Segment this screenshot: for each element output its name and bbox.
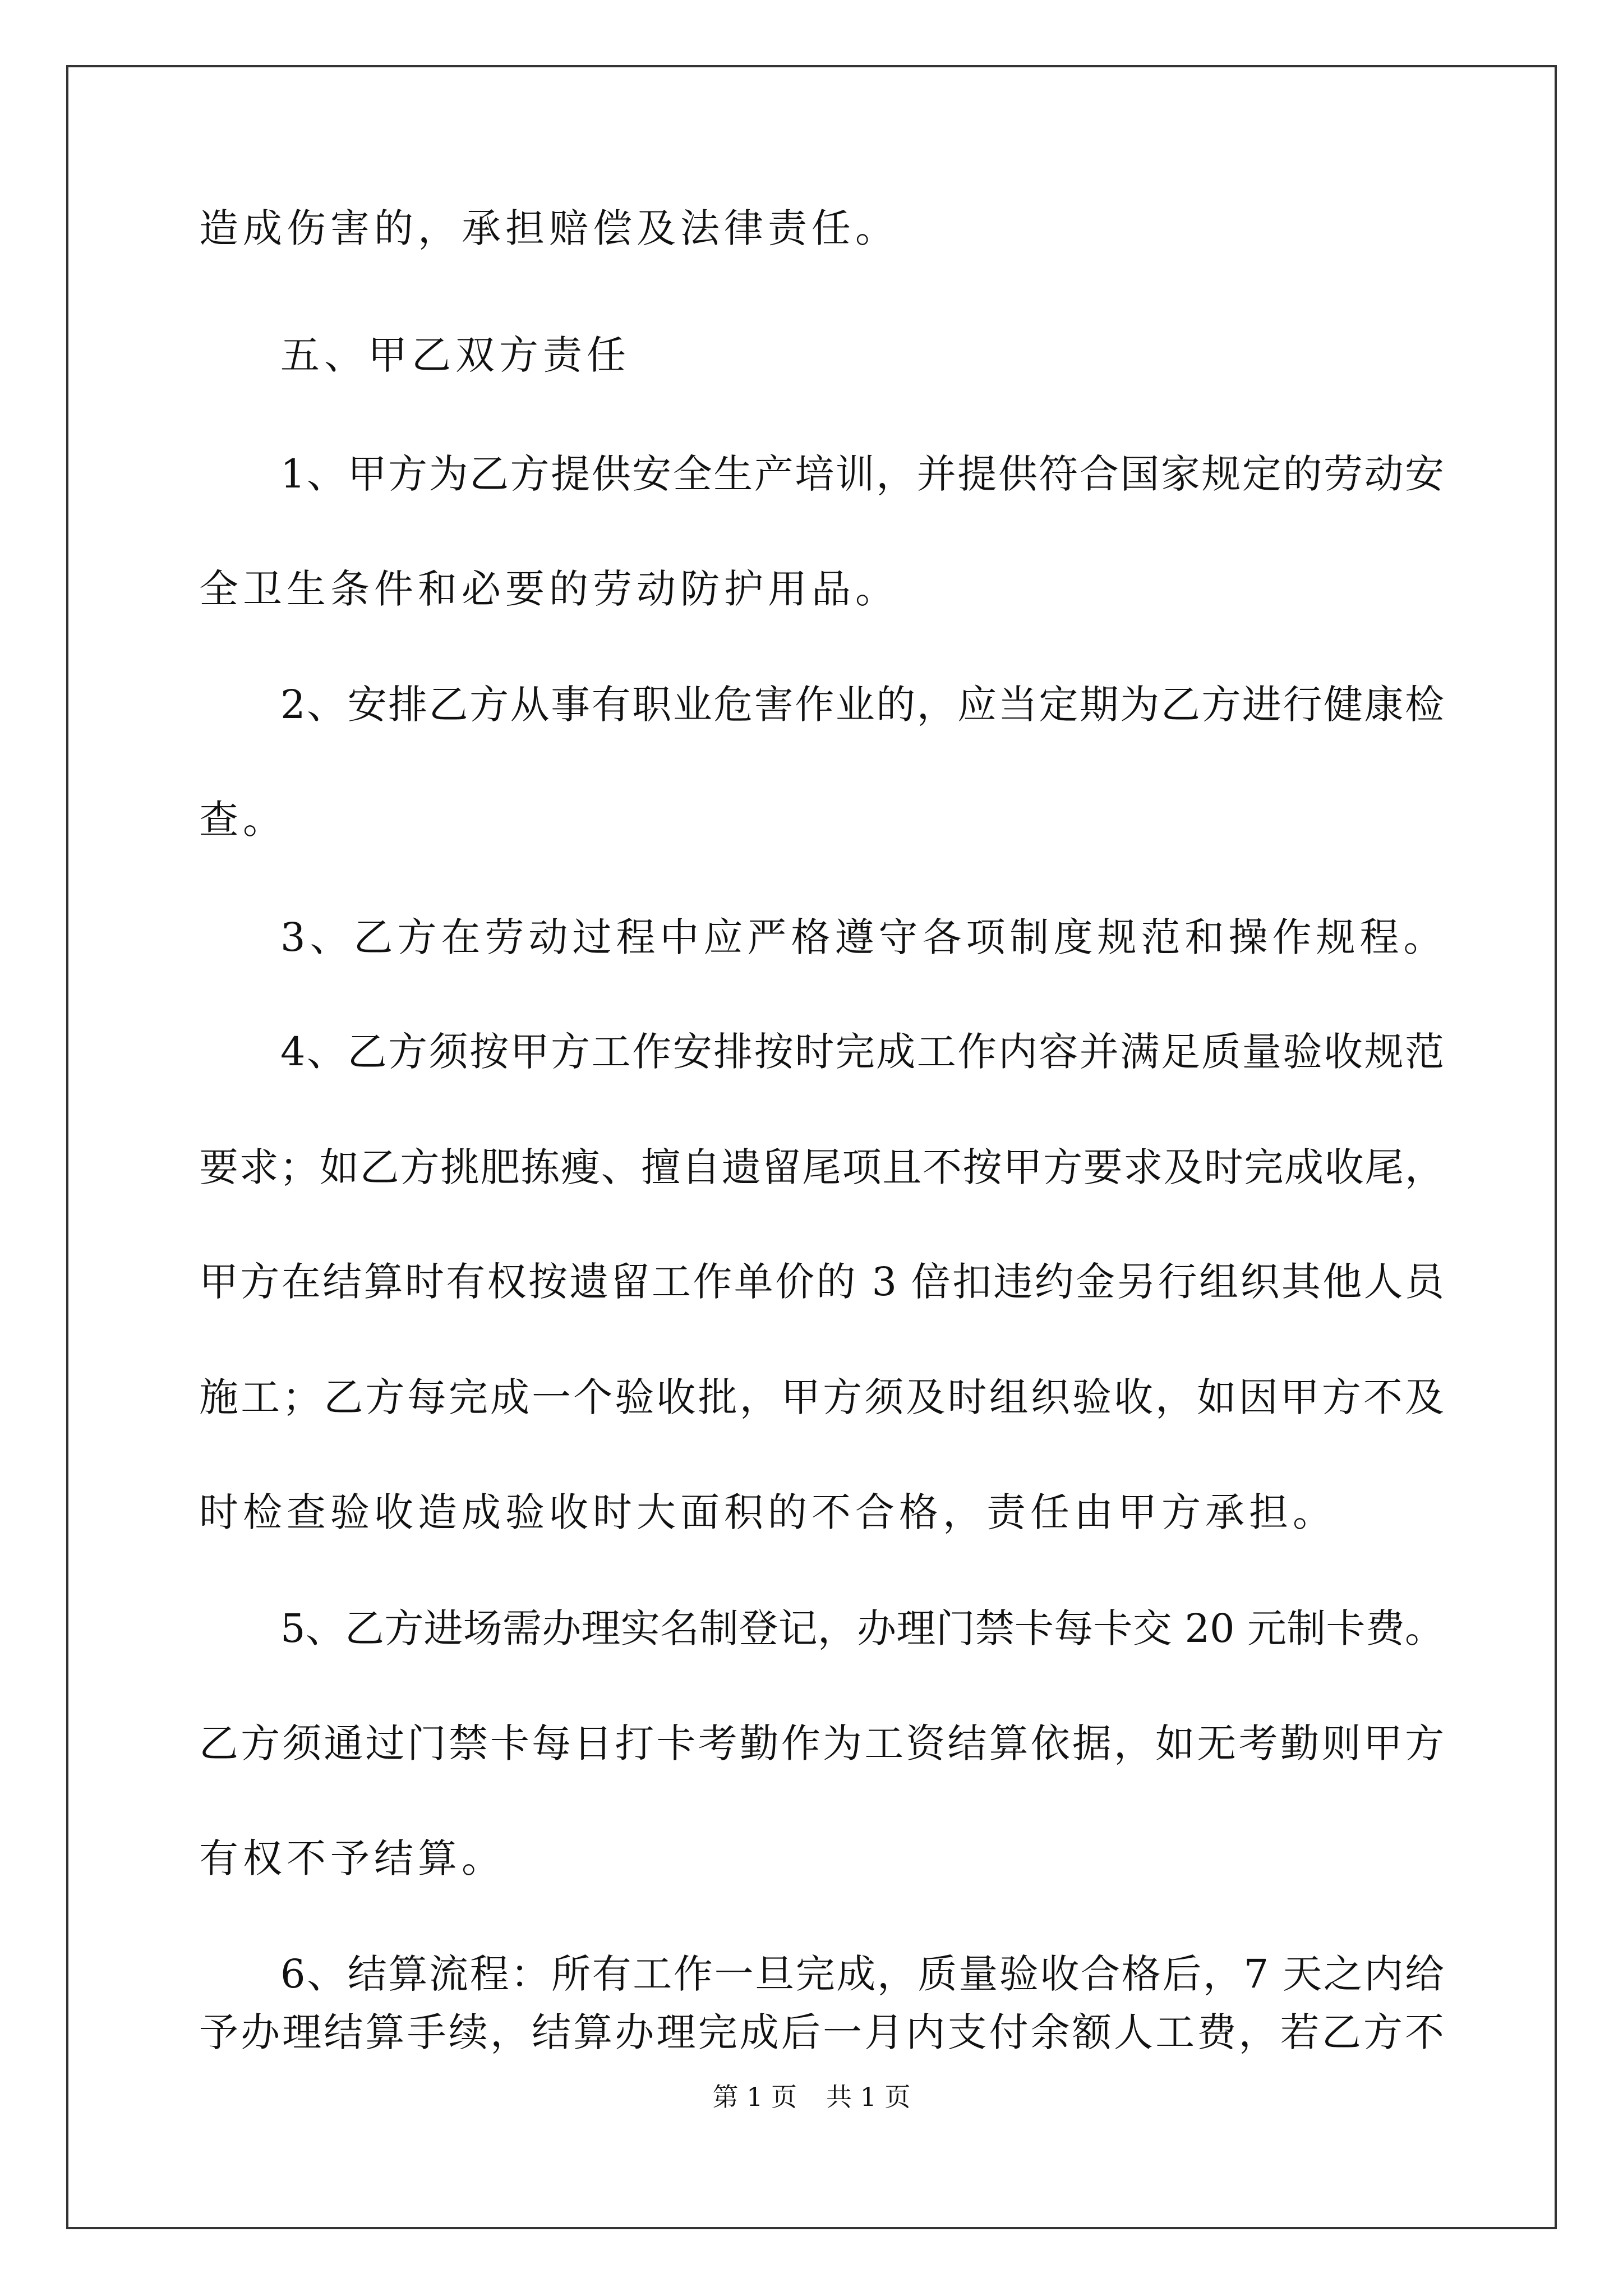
text-line: 有权不予结算。 xyxy=(199,1835,505,1881)
text-line: 施工；乙方每完成一个验收批，甲方须及时组织验收，如因甲方不及 xyxy=(199,1374,1444,1420)
section-heading: 五、甲乙双方责任 xyxy=(280,332,630,378)
text-line: 5、乙方进场需办理实名制登记，办理门禁卡每卡交 20 元制卡费。 xyxy=(280,1605,1444,1651)
text-line: 要求；如乙方挑肥拣瘦、擅自遗留尾项且不按甲方要求及时完成收尾， xyxy=(199,1144,1444,1190)
text-line: 查。 xyxy=(199,797,287,843)
text-line: 予办理结算手续，结算办理完成后一月内支付余额人工费，若乙方不 xyxy=(199,2009,1444,2055)
text-line: 6、结算流程：所有工作一旦完成，质量验收合格后，7 天之内给 xyxy=(280,1951,1444,1997)
text-line: 3、乙方在劳动过程中应严格遵守各项制度规范和操作规程。 xyxy=(280,914,1447,960)
text-line: 甲方在结算时有权按遗留工作单价的 3 倍扣违约金另行组织其他人员 xyxy=(199,1259,1444,1305)
text-line: 全卫生条件和必要的劳动防护用品。 xyxy=(199,566,899,612)
page-number: 第 1 页 xyxy=(712,2082,797,2112)
page-footer xyxy=(0,2080,1623,2114)
text-line: 时检查验收造成验收时大面积的不合格，责任由甲方承担。 xyxy=(199,1489,1336,1535)
text-line: 4、乙方须按甲方工作安排按时完成工作内容并满足质量验收规范 xyxy=(280,1029,1444,1075)
page-total: 共 1 页 xyxy=(826,2082,911,2112)
text-line: 造成伤害的，承担赔偿及法律责任。 xyxy=(199,205,899,251)
text-line: 乙方须通过门禁卡每日打卡考勤作为工资结算依据，如无考勤则甲方 xyxy=(199,1720,1444,1766)
text-line: 1、甲方为乙方提供安全生产培训，并提供符合国家规定的劳动安 xyxy=(280,451,1444,497)
text-line: 2、安排乙方从事有职业危害作业的，应当定期为乙方进行健康检 xyxy=(280,682,1444,728)
